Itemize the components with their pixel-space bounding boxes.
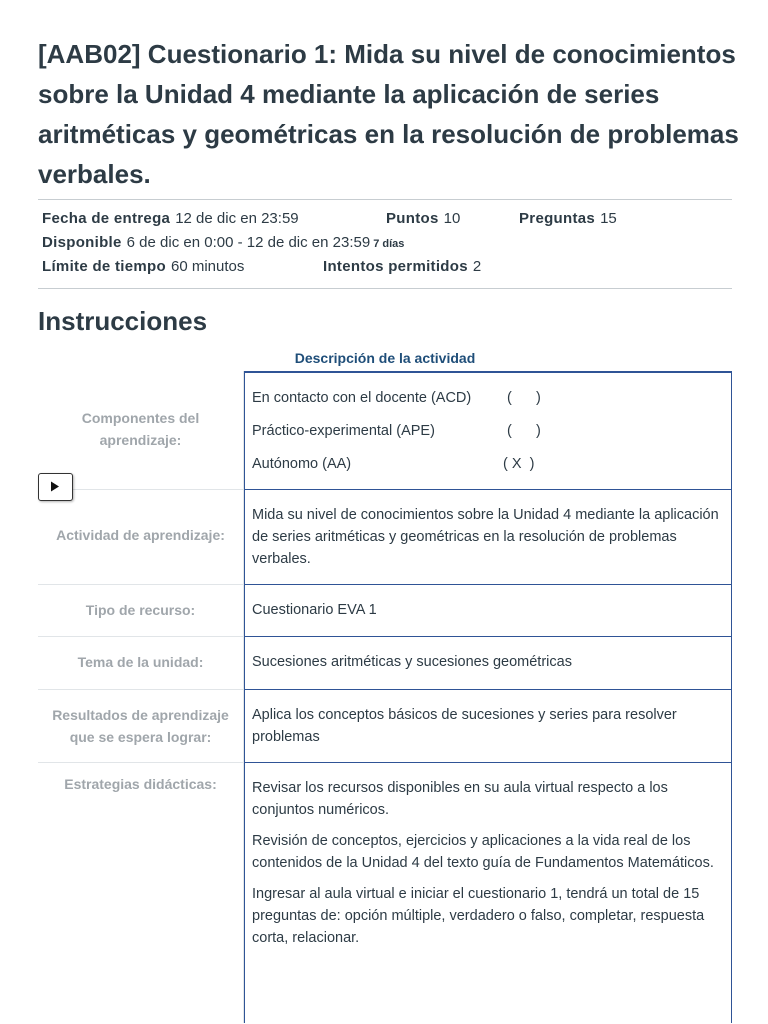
time-limit-label: Límite de tiempo (42, 258, 166, 275)
strategies-label: Estrategias didácticas: (38, 763, 244, 1023)
component-mark: ( ) (507, 390, 541, 406)
questions (519, 209, 617, 229)
points-label: Puntos (386, 210, 439, 227)
components-value (244, 371, 732, 490)
resource-label: Tipo de recurso: (38, 585, 244, 637)
attempts-value: 2 (472, 258, 482, 275)
components-label: Componentes del aprendizaje: (38, 371, 244, 490)
due-label: Fecha de entrega (42, 210, 171, 227)
table-caption: Descripción de la actividad (294, 350, 476, 366)
component-option (252, 420, 552, 442)
topic-value: Sucesiones aritméticas y sucesiones geométricas (244, 637, 732, 690)
time-limit (42, 257, 244, 277)
instructions-heading: Instrucciones (38, 306, 208, 336)
outcomes-label: Resultados de aprendizaje que se espera lograr: (38, 690, 244, 763)
available-label: Disponible (42, 234, 122, 251)
time-limit-value: 60 minutos (170, 258, 245, 275)
strategy-paragraph: Revisión de conceptos, ejercicios y aplicaciones a la vida real de los contenidos de la Unidad 4 del texto guía de Fundamentos Matemáticos. (252, 833, 714, 871)
row-resource (38, 585, 732, 637)
row-activity (38, 490, 732, 585)
points-value: 10 (443, 210, 461, 227)
due-date (42, 209, 299, 229)
questions-value: 15 (600, 210, 617, 227)
component-mark: ( ) (507, 423, 541, 439)
due-value: 12 de dic en 23:59 (175, 210, 299, 227)
strategy-paragraph: Ingresar al aula virtual e iniciar el cuestionario 1, tendrá un total de 15 preguntas de: opción múltiple, verdadero o falso, completar, respuesta corta, relacionar. (252, 886, 705, 946)
attempts-label: Intentos permitidos (323, 258, 468, 275)
divider-bottom (38, 288, 732, 289)
row-outcomes (38, 690, 732, 763)
strategy-paragraph: Revisar los recursos disponibles en su aula virtual respecto a los conjuntos numéricos. (252, 780, 668, 818)
divider-top (38, 199, 732, 200)
component-option (252, 387, 552, 409)
row-strategies (38, 763, 732, 1023)
activity-label: Actividad de aprendizaje: (38, 490, 244, 585)
component-option (252, 453, 552, 475)
questions-label: Preguntas (519, 210, 596, 227)
topic-label: Tema de la unidad: (38, 637, 244, 690)
availability (42, 233, 404, 254)
strategies-value (244, 763, 732, 1023)
activity-value: Mida su nivel de conocimientos sobre la Unidad 4 mediante la aplicación de series aritméticas y geométricas en la resolución de problemas verbales. (244, 490, 732, 585)
component-mark: ( X ) (503, 456, 535, 472)
available-value: 6 de dic en 0:00 - 12 de dic en 23:59 (126, 234, 371, 251)
resource-value: Cuestionario EVA 1 (244, 585, 732, 637)
row-topic (38, 637, 732, 690)
outcomes-value: Aplica los conceptos básicos de sucesiones y series para resolver problemas (244, 690, 732, 763)
attempts (323, 257, 481, 277)
points (386, 209, 460, 229)
component-name: En contacto con el docente (ACD) (252, 390, 472, 406)
quiz-title: [AAB02] Cuestionario 1: Mida su nivel de conocimientos sobre la Unidad 4 mediante la aplicación de series aritméticas y geométricas en la resolución de problemas verbales. (38, 39, 739, 189)
row-components (38, 371, 732, 490)
component-name: Práctico-experimental (APE) (252, 423, 435, 439)
available-days: 7 días (373, 238, 405, 250)
component-name: Autónomo (AA) (252, 456, 352, 472)
